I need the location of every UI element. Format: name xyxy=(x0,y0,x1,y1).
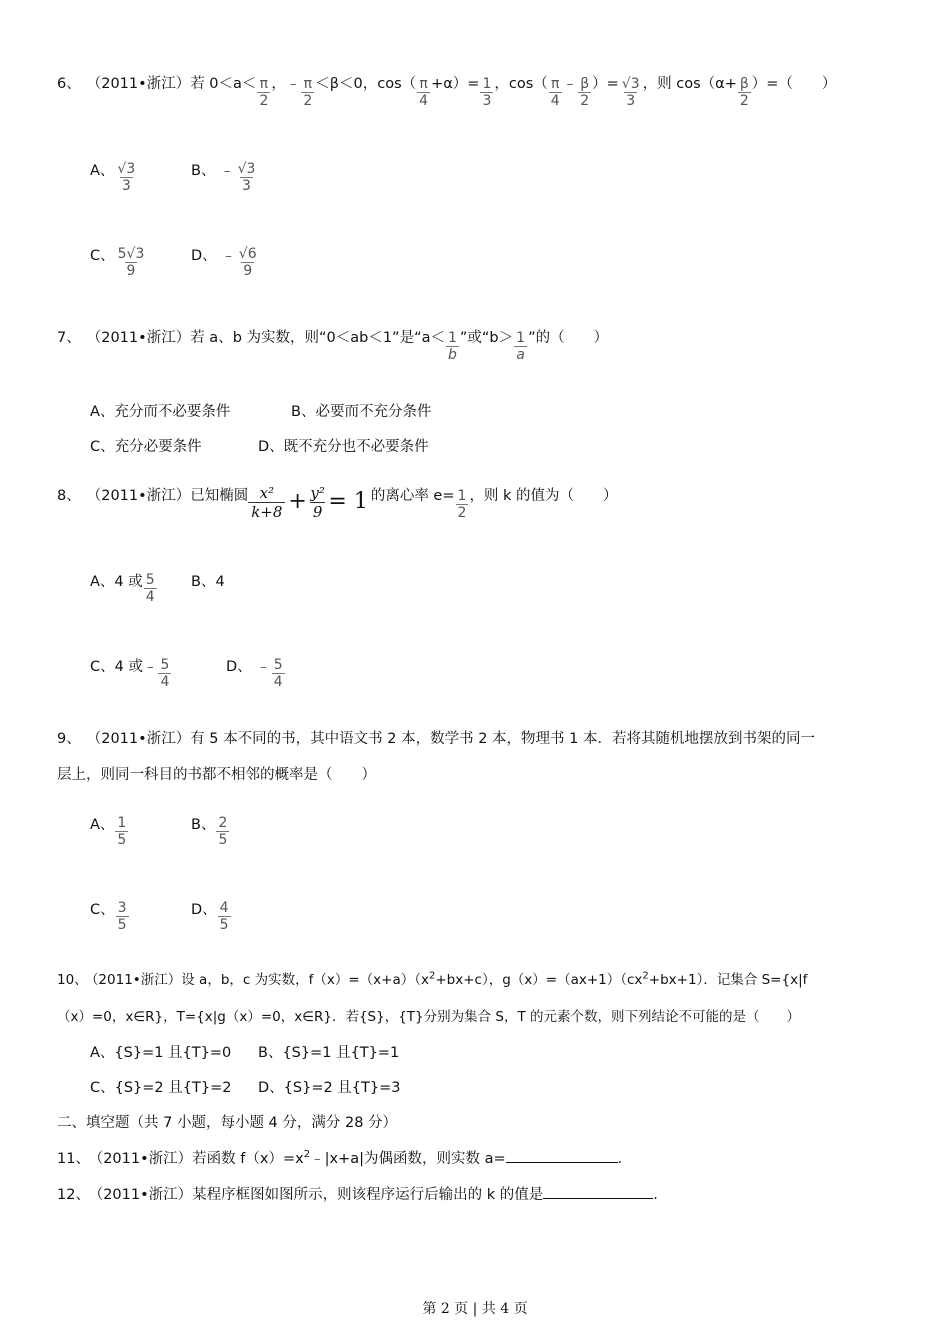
question-number: 11、 xyxy=(57,1151,90,1167)
option-c: C、 $\frac{5√3}{9}$ xyxy=(90,246,145,279)
fraction: $\frac{3}{5}$ xyxy=(117,900,127,933)
question-7-stem: 7、 （2011•浙江） 若 a、b 为实数，则“0＜ab＜1”是“a＜ $\frac{1}{b}$ ”或“b＞ $\frac{1}{a}$ ”的（ ） xyxy=(57,330,609,363)
option-b: B、{S}=1 且{T}=1 xyxy=(258,1045,400,1061)
option-d: D、 $\frac{4}{5}$ xyxy=(191,900,229,933)
question-11-stem: 11、 （2011•浙江）若函数 $f(x)=x^2﹣|x+a|$为偶函数，则实数 a= ． xyxy=(57,1149,633,1167)
fraction: $\frac{\beta}{2}$ xyxy=(739,76,749,109)
option-d: D、 ﹣ $\frac{5}{4}$ xyxy=(226,657,283,690)
question-source: （2011•浙江） xyxy=(91,972,182,988)
option-c: C、充分必要条件 xyxy=(90,439,202,455)
page-total: 共 4 页 xyxy=(481,1301,528,1317)
fraction: $\frac{5}{4}$ xyxy=(145,572,155,605)
question-source: （2011•浙江） xyxy=(86,330,191,346)
question-number: 6、 xyxy=(57,76,81,92)
page-number: 第 2 页 xyxy=(422,1301,469,1317)
question-source: （2011•浙江） xyxy=(95,1151,193,1167)
question-10-stem: 10、 （2011•浙江）设 a，b，c 为实数，$f(x)=(x+a)(x^2+bx+c)$，$g(x)=(ax+1)(cx^2+bx+1)$．记集合 S={x|f xyxy=(57,970,808,988)
option-d: D、{S}=2 且{T}=3 xyxy=(258,1080,401,1096)
fraction: $\frac{1}{b}$ xyxy=(447,330,457,363)
fraction: $\frac{1}{2}$ xyxy=(457,488,467,521)
fraction: $\frac{5}{4}$ xyxy=(273,657,283,690)
option-d: D、 ﹣ $\frac{√6}{9}$ xyxy=(191,246,257,279)
fraction: $\frac{\pi}{4}$ xyxy=(419,76,429,109)
option-c: C、4 或﹣ $\frac{5}{4}$ xyxy=(90,657,170,690)
option-a: A、4 或 $\frac{5}{4}$ xyxy=(90,572,155,605)
option-a: A、 $\frac{√3}{3}$ xyxy=(90,161,136,194)
question-source: （2011•浙江） xyxy=(95,1187,193,1203)
fraction: $\frac{\text{y²}}{9}$ xyxy=(310,484,325,521)
section-heading: 二、填空题（共 7 小题，每小题 4 分，满分 28 分） xyxy=(57,1115,398,1131)
fraction: $\frac{√3}{3}$ xyxy=(117,161,136,194)
fraction: $\frac{1}{5}$ xyxy=(117,815,127,848)
fraction: $\frac{√3}{3}$ xyxy=(237,161,256,194)
question-number: 12、 xyxy=(57,1187,90,1203)
fraction: $\frac{\pi}{2}$ xyxy=(259,76,269,109)
answer-blank[interactable] xyxy=(506,1148,618,1163)
option-a: A、{S}=1 且{T}=0 xyxy=(90,1045,232,1061)
question-6-stem: 6、 （2011•浙江） 若 0＜a＜ $\frac{\pi}{2}$ ，﹣ $\frac{\pi}{2}$ ＜β＜0，cos（ $\frac{\pi}{4}$ +α）= $\frac{1}{3}$ ，cos（ $\frac{\pi}{4}$ ﹣ $\frac{\beta}{2}$ ）= $\frac{√3}{3}$ ，则 cos（α+ $\frac{\beta}{2}$ ）=（ ） xyxy=(57,76,837,109)
option-b: B、必要而不充分条件 xyxy=(291,404,432,420)
fraction: $\frac{√6}{9}$ xyxy=(238,246,257,279)
fraction: $\frac{1}{a}$ xyxy=(516,330,526,363)
fraction: $\frac{√3}{3}$ xyxy=(621,76,640,109)
option-c: C、 $\frac{3}{5}$ xyxy=(90,900,127,933)
question-8-stem: 8、 （2011•浙江） 已知椭圆 $\frac{\text{x²}}{k+8}$ + $\frac{\text{y²}}{9}$ = 1 的离心率 e= $\frac{1}{2}$ ，则 k 的值为（ ） xyxy=(57,484,618,521)
fraction: $\frac{\beta}{2}$ xyxy=(580,76,590,109)
question-9-line-2: 层上，则同一科目的书都不相邻的概率是（ ） xyxy=(57,767,376,783)
page-footer: 第 2 页 | 共 4 页 xyxy=(422,1301,528,1317)
fraction: $\frac{2}{5}$ xyxy=(218,815,228,848)
fraction: $\frac{5√3}{9}$ xyxy=(117,246,145,279)
fraction: $\frac{5}{4}$ xyxy=(160,657,170,690)
question-number: 7、 xyxy=(57,330,81,346)
answer-blank[interactable] xyxy=(543,1184,653,1199)
option-b: B、 $\frac{2}{5}$ xyxy=(191,815,228,848)
question-number: 10、 xyxy=(57,972,88,988)
fraction: $\frac{\pi}{2}$ xyxy=(303,76,313,109)
question-9-stem: 9、 （2011•浙江） 有 5 本不同的书，其中语文书 2 本，数学书 2 本，物理书 1 本．若将其随机地摆放到书架的同一 xyxy=(57,731,815,747)
question-source: （2011•浙江） xyxy=(86,76,191,92)
fraction: $\frac{\text{x²}}{k+8}$ xyxy=(248,484,285,521)
question-12-stem: 12、 （2011•浙江）某程序框图如图所示，则该程序运行后输出的 k 的值是 ． xyxy=(57,1184,668,1205)
question-source: （2011•浙江） xyxy=(86,731,191,747)
option-c: C、{S}=2 且{T}=2 xyxy=(90,1080,232,1096)
option-d: D、既不充分也不必要条件 xyxy=(258,439,429,455)
option-a: A、 $\frac{1}{5}$ xyxy=(90,815,127,848)
option-b: B、4 xyxy=(191,574,225,590)
option-a: A、充分而不必要条件 xyxy=(90,404,231,420)
fraction: $\frac{\pi}{4}$ xyxy=(550,76,560,109)
option-b: B、 ﹣ $\frac{√3}{3}$ xyxy=(191,161,256,194)
question-number: 9、 xyxy=(57,731,81,747)
question-source: （2011•浙江） xyxy=(86,488,191,504)
question-number: 8、 xyxy=(57,488,81,504)
fraction: $\frac{4}{5}$ xyxy=(219,900,229,933)
fraction: $\frac{1}{3}$ xyxy=(482,76,492,109)
question-10-line-2: （x）=0，x∈R}，T={x|g（x）=0，x∈R}．若{S}，{T}分别为集合 S，T 的元素个数，则下列结论不可能的是（ ） xyxy=(57,1009,801,1025)
